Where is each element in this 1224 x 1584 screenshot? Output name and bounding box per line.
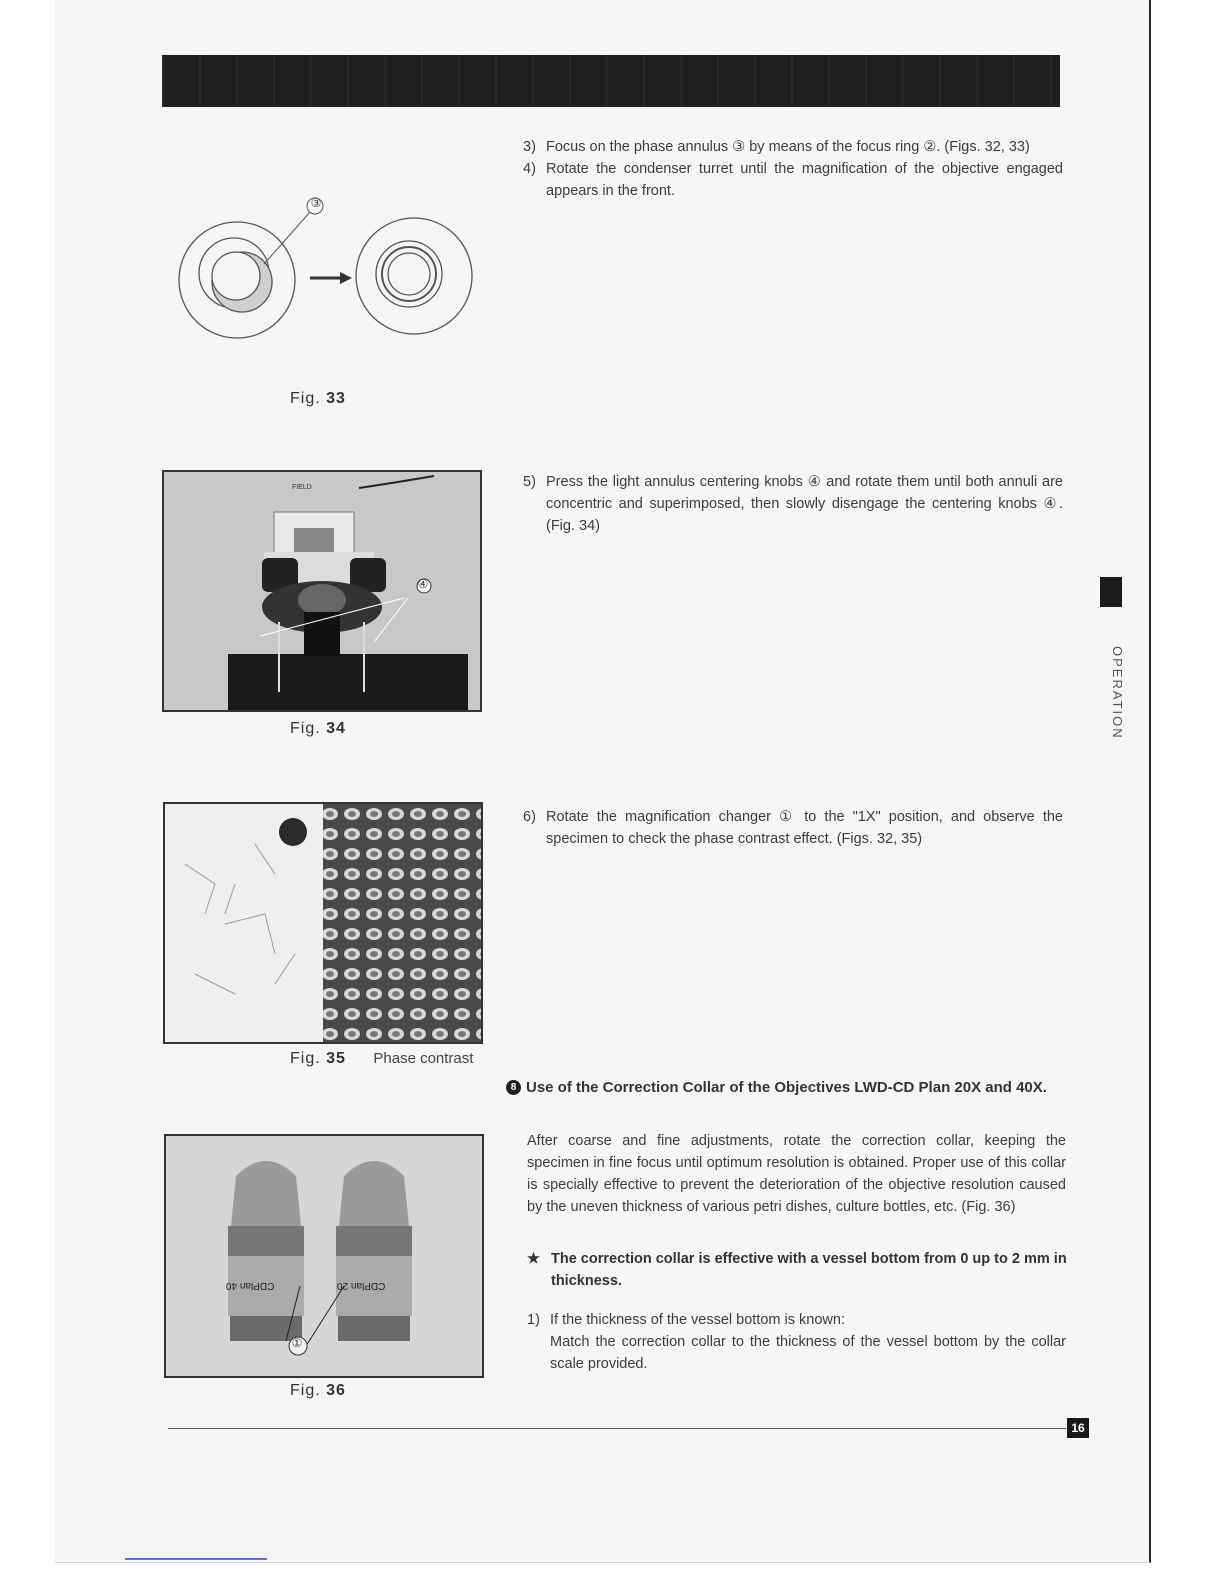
- step-3: [523, 136, 1063, 158]
- fig-35-caption: [290, 1050, 473, 1068]
- step-text: Focus on the phase annulus ③ by means of the focus ring ②. (Figs. 32, 33): [546, 139, 1030, 155]
- page-margin: [0, 0, 55, 1584]
- step-number: 3): [523, 139, 536, 155]
- fig-caption-number: 34: [326, 720, 346, 737]
- fig-caption-number: 35: [326, 1050, 346, 1067]
- page-header-bar: [162, 55, 1060, 107]
- fig-caption-number: 36: [326, 1382, 346, 1399]
- step-4: [523, 158, 1063, 202]
- fig-34-label: FIELD: [292, 484, 312, 491]
- step-text: Rotate the condenser turret until the magnification of the objective engaged appears in the front.: [546, 161, 1063, 199]
- fig-35-subcaption: Phase contrast: [373, 1050, 474, 1067]
- fig-33-callout: ③: [310, 196, 322, 210]
- sub-step-title: If the thickness of the vessel bottom is known:: [550, 1312, 845, 1328]
- step-text: Press the light annulus centering knobs ④ and rotate them until both annuli are concentric and superimposed, then slowly disengage the centering knobs ④. (Fig. 34): [546, 474, 1063, 534]
- section-tab-marker: [1100, 577, 1122, 607]
- note-text: The correction collar is effective with a vessel bottom from 0 up to 2 mm in thickness.: [551, 1251, 1067, 1289]
- step-number: 5): [523, 474, 536, 490]
- phase-contrast-comparison: [165, 804, 481, 1042]
- fig-34-callout: ④: [417, 577, 429, 591]
- footer-rule: [168, 1428, 1066, 1429]
- fig-33-diagram: [170, 190, 480, 350]
- note: [527, 1248, 1090, 1292]
- fig-36-lens-right-label: CDPlan 20: [337, 1280, 386, 1291]
- step-5: [523, 471, 1063, 537]
- fig-35-photo: [163, 802, 483, 1044]
- fig-caption-prefix: Fig.: [290, 720, 321, 737]
- section-paragraph: After coarse and fine adjustments, rotate the correction collar, keeping the specimen in fine focus until optimum resolution is obtained. Proper use of this collar is specially effective to prevent the deterioration of the objective resolution caused by the uneven thickness of various petri dishes, culture bottles, etc. (Fig. 36): [527, 1133, 1066, 1215]
- step-number: 6): [523, 809, 536, 825]
- step-6-block: [523, 806, 1063, 850]
- step-5-block: [523, 471, 1063, 537]
- fig-36-photo: [164, 1134, 484, 1378]
- bottom-scroll-indicator: [125, 1558, 267, 1560]
- section-heading: [506, 1077, 1086, 1099]
- sub-step-1: [527, 1309, 1066, 1375]
- step-text: Rotate the magnification changer ① to the "1X" position, and observe the specimen to check the phase contrast effect. (Figs. 32, 35): [546, 809, 1063, 847]
- fig-caption-number: 33: [326, 390, 346, 407]
- star-icon: ★: [527, 1251, 540, 1267]
- section-tab-label: OPERATION: [1110, 646, 1125, 740]
- fig-caption-prefix: Fig.: [290, 390, 321, 407]
- fig-36-lens-left-label: CDPlan 40: [226, 1280, 275, 1291]
- page-number: 16: [1067, 1418, 1089, 1438]
- sub-step: [527, 1309, 1066, 1375]
- fig-36-caption: [290, 1382, 346, 1400]
- steps-3-4: [523, 136, 1063, 202]
- sub-step-text: Match the correction collar to the thickness of the vessel bottom by the collar scale provided.: [550, 1334, 1066, 1372]
- fig-caption-prefix: Fig.: [290, 1050, 321, 1067]
- step-number: 4): [523, 161, 536, 177]
- section-bullet: 8: [506, 1080, 521, 1095]
- fig-34-caption: [290, 720, 346, 738]
- objectives-illustration: [166, 1136, 482, 1376]
- fig-33-caption: [290, 390, 346, 408]
- fig-caption-prefix: Fig.: [290, 1382, 321, 1399]
- fig-34-photo: [162, 470, 482, 712]
- step-number: 1): [527, 1312, 540, 1328]
- section-title-text: Use of the Correction Collar of the Objectives LWD-CD Plan 20X and 40X.: [526, 1079, 1047, 1096]
- microscope-illustration: [164, 472, 480, 710]
- step-6: [523, 806, 1063, 850]
- fig-36-callout: ①: [291, 1336, 303, 1350]
